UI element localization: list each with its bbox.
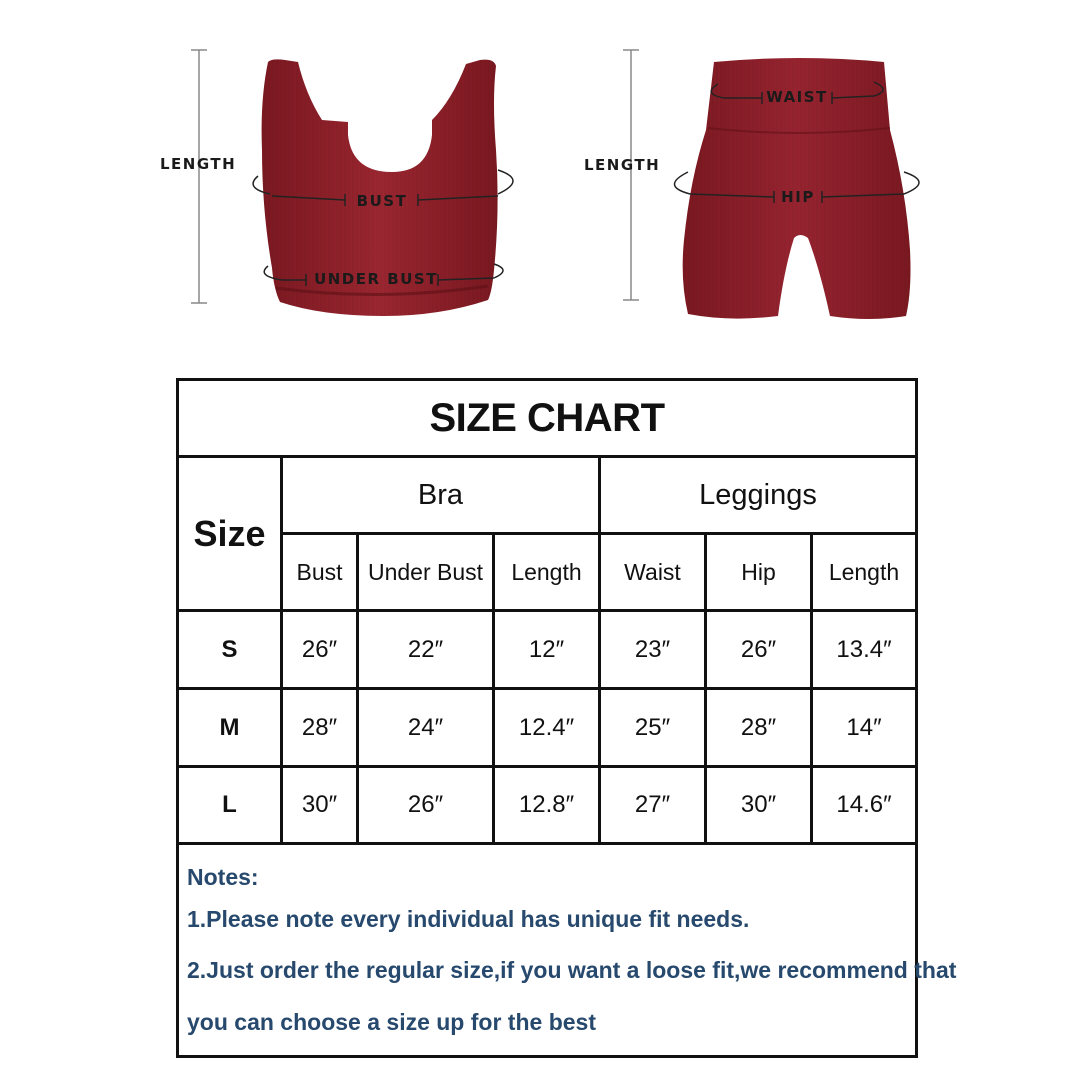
column-header-bust: Bust (296, 558, 343, 585)
bust-label: BUST (356, 192, 408, 210)
table-cell: 30″ (740, 791, 777, 818)
shorts-length-label: LENGTH (584, 156, 661, 174)
table-cell: 13.4″ (836, 635, 892, 663)
table-cell: 23″ (634, 635, 671, 663)
table-cell: 26″ (407, 791, 444, 818)
column-header-under-bust: Under Bust (367, 558, 484, 585)
table-cell: 14″ (846, 713, 882, 741)
table-cell: 26″ (301, 635, 338, 663)
notes-heading: Notes: (187, 864, 259, 890)
column-header-hip: Hip (741, 558, 776, 585)
note-line-3: you can choose a size up for the best (187, 1009, 596, 1035)
table-cell: 25″ (634, 713, 671, 741)
chart-title: SIZE CHART (429, 395, 665, 440)
size-chart-table (176, 378, 957, 1058)
table-cell: 28″ (740, 713, 777, 741)
column-header-leggings-length: Length (828, 558, 900, 585)
garment-illustrations (0, 0, 1080, 360)
bra-group-header: Bra (417, 478, 464, 511)
shorts-image (540, 0, 1080, 360)
note-line-1: 1.Please note every individual has unique fit needs. (187, 906, 750, 932)
bra-length-label: LENGTH (160, 155, 237, 173)
note-line-2: 2.Just order the regular size,if you want a loose fit,we recommend that (187, 957, 957, 983)
table-row-size: L (222, 791, 237, 818)
table-cell: 27″ (634, 791, 671, 818)
table-cell: 26″ (740, 635, 777, 663)
table-row-size: M (219, 713, 240, 741)
under-bust-label: UNDER BUST (314, 270, 438, 288)
table-cell: 24″ (407, 713, 444, 741)
table-row-size: S (221, 635, 238, 663)
table-cell: 28″ (301, 713, 338, 741)
table-cell: 14.6″ (836, 791, 892, 818)
table-cell: 22″ (407, 635, 444, 663)
column-header-waist: Waist (624, 558, 681, 585)
table-cell: 12.8″ (518, 791, 575, 818)
table-cell: 12.4″ (518, 713, 575, 741)
column-header-bra-length: Length (511, 558, 582, 585)
hip-label: HIP (781, 188, 815, 206)
table-cell: 30″ (301, 791, 338, 818)
leggings-group-header: Leggings (699, 478, 817, 511)
notes-section (187, 844, 957, 1055)
waist-label: WAIST (766, 88, 828, 106)
size-column-header: Size (193, 512, 266, 554)
table-cell: 12″ (528, 635, 565, 663)
bra-top-image (0, 0, 540, 360)
